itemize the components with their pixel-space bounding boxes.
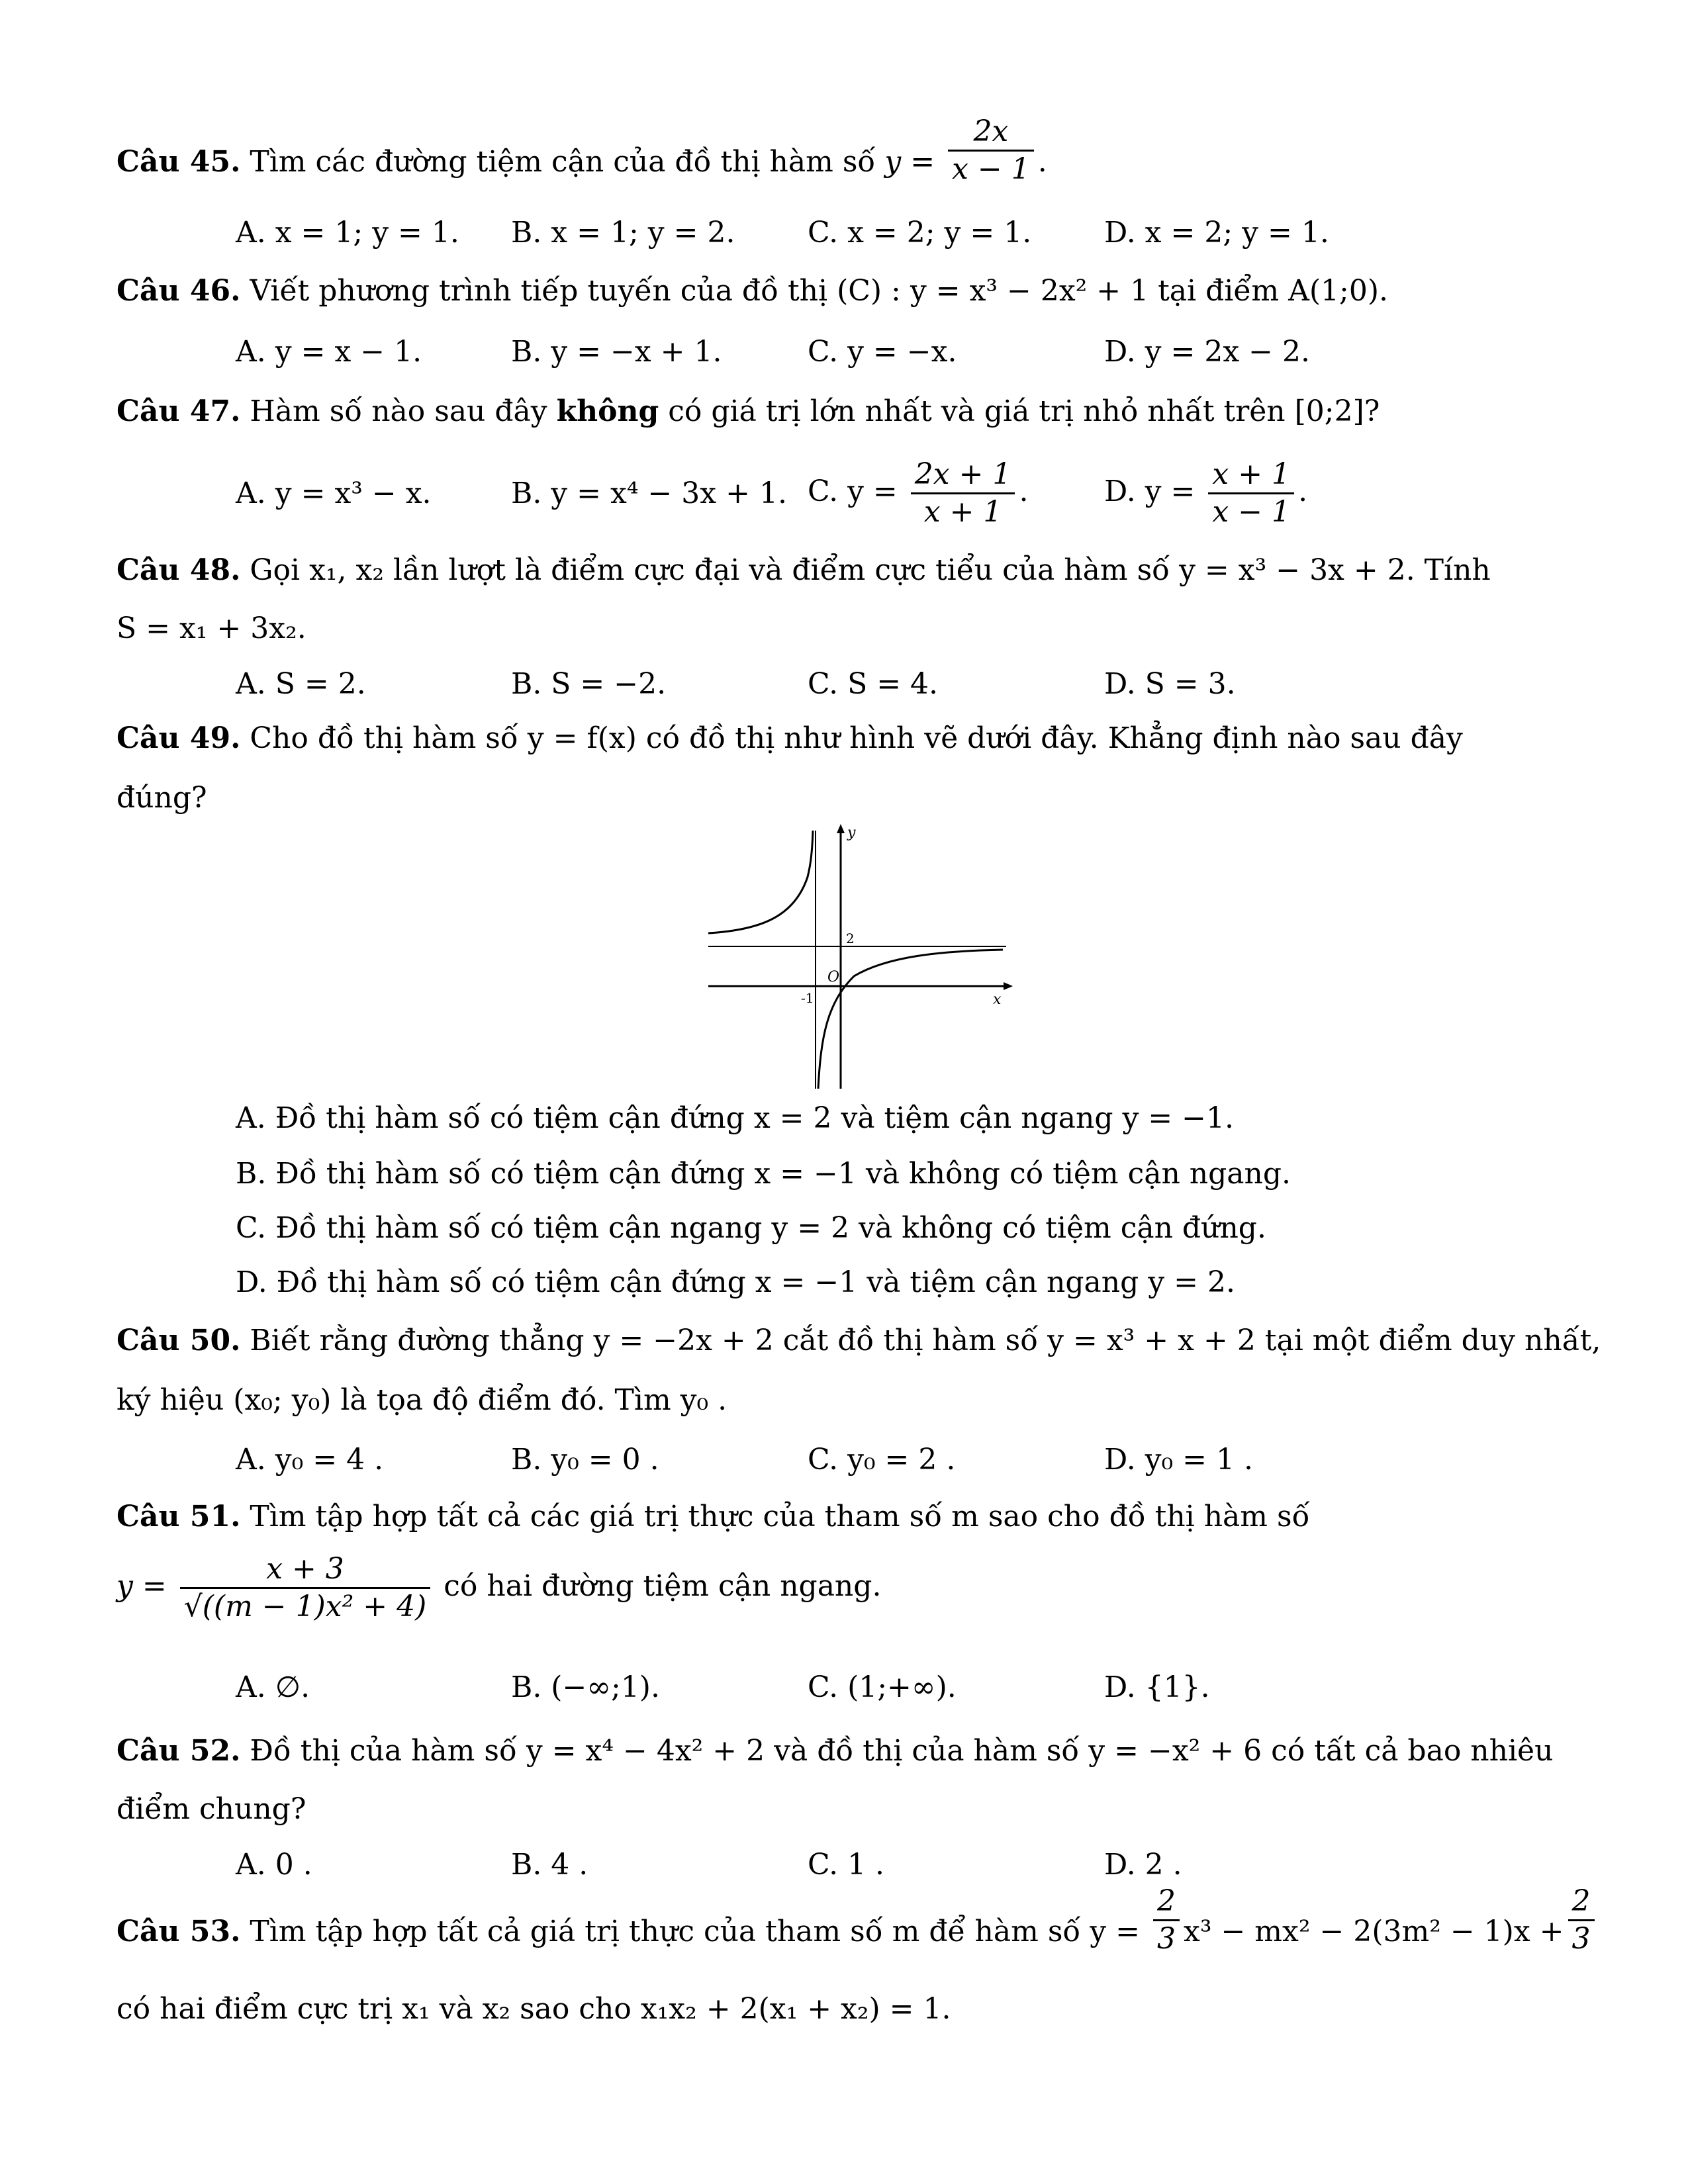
q51-den: √((m − 1)x² + 4) [183,1590,427,1623]
q52-option-b[interactable]: B. 4 . [511,1848,588,1882]
q50-label: Câu 50. [117,1324,241,1357]
q52-option-a[interactable]: A. 0 . [236,1848,312,1882]
q46-stem [117,271,1388,311]
q50-option-d[interactable]: D. y₀ = 1 . [1104,1443,1253,1477]
q45-stem [117,114,1047,187]
q53-label: Câu 53. [117,1915,241,1948]
q51-stem [117,1497,1310,1537]
q45-label: Câu 45. [117,145,241,179]
q47-post: có giá trị lớn nhất và giá trị nhỏ nhất trên [0;2]? [668,394,1380,428]
q53-f2-den: 3 [1571,1922,1591,1956]
q52-label: Câu 52. [117,1734,241,1768]
q47-option-c-lhs: C. y = [808,475,898,508]
q49-stem-2: đúng? [117,781,207,815]
q53-mid: x³ − mx² − 2(3m² − 1)x + [1184,1915,1564,1948]
q48-option-a[interactable]: A. S = 2. [236,667,366,701]
q47-option-d-den: x − 1 [1212,495,1291,529]
q52-text: Đồ thị của hàm số y = x⁴ − 4x² + 2 và đồ thị của hàm số y = −x² + 6 có tất cả bao nhiêu [250,1734,1554,1768]
q49-option-d[interactable]: D. Đồ thị hàm số có tiệm cận đứng x = −1 và tiệm cận ngang y = 2. [236,1265,1235,1299]
q50-option-b[interactable]: B. y₀ = 0 . [511,1443,659,1477]
q48-stem-2: S = x₁ + 3x₂. [117,612,306,645]
q45-end: . [1037,145,1047,179]
q51-text: Tìm tập hợp tất cả các giá trị thực của tham số m sao cho đồ thị hàm số [250,1500,1310,1533]
q48-text: Gọi x₁, x₂ lần lượt là điểm cực đại và điểm cực tiểu của hàm số y = x³ − 3x + 2. Tính [250,553,1491,587]
q47-option-c-num: 2x + 1 [911,457,1015,494]
q45-text: Tìm các đường tiệm cận của đồ thị hàm số [250,145,876,179]
q51-fraction [180,1551,431,1625]
q48-option-c[interactable]: C. S = 4. [808,667,939,701]
y-axis-arrow-icon [837,824,845,833]
origin-label: O [827,969,840,985]
q52-stem [117,1731,1553,1771]
tick-label-2: 2 [846,931,855,946]
q53-text: Tìm tập hợp tất cả giá trị thực của tham số m để hàm số y = [250,1915,1141,1948]
q46-option-d[interactable]: D. y = 2x − 2. [1104,335,1311,369]
q49-option-b[interactable]: B. Đồ thị hàm số có tiệm cận đứng x = −1 và không có tiệm cận ngang. [236,1157,1291,1191]
left-branch [708,831,813,933]
q50-option-a[interactable]: A. y₀ = 4 . [236,1443,384,1477]
q53-stem [117,1884,1599,1957]
x-axis-arrow-icon [1004,982,1013,990]
q52-option-d[interactable]: D. 2 . [1104,1848,1182,1882]
q47-option-c-fraction [911,457,1015,530]
q51-option-c[interactable]: C. (1;+∞). [808,1670,957,1704]
q47-option-c-dot: . [1019,475,1029,508]
q45-lhs: y = [884,145,935,179]
q53-f1-num: 2 [1153,1884,1180,1921]
y-axis-label: y [847,825,856,841]
q47-option-d[interactable] [1104,457,1307,530]
q51-num: x + 3 [180,1551,431,1589]
q49-graph [708,824,1013,1089]
q48-stem [117,551,1491,590]
q46-label: Câu 46. [117,274,241,308]
q51-option-a[interactable]: A. ∅. [236,1670,310,1704]
q50-stem-2: ký hiệu (x₀; y₀) là tọa độ điểm đó. Tìm y₀ . [117,1383,727,1417]
q48-option-b[interactable]: B. S = −2. [511,667,667,701]
q48-label: Câu 48. [117,553,241,587]
q47-option-d-dot: . [1298,475,1308,508]
q53-fraction-2 [1568,1884,1595,1957]
q50-option-c[interactable]: C. y₀ = 2 . [808,1443,956,1477]
q46-option-a[interactable]: A. y = x − 1. [236,335,422,369]
q50-text: Biết rằng đường thẳng y = −2x + 2 cắt đồ thị hàm số y = x³ + x + 2 tại một điểm duy nhất, [250,1324,1601,1357]
q47-pre: Hàm số nào sau đây [250,394,547,428]
q52-option-c[interactable]: C. 1 . [808,1848,885,1882]
q45-num: 2x [948,114,1034,152]
q47-stem [117,392,1380,432]
q52-stem-2: điểm chung? [117,1792,306,1826]
q51-lhs: y = [117,1569,167,1603]
q49-label: Câu 49. [117,721,241,755]
q49-option-a[interactable]: A. Đồ thị hàm số có tiệm cận đứng x = 2 và tiệm cận ngang y = −1. [236,1101,1235,1135]
q53-f1-den: 3 [1157,1922,1176,1956]
q49-option-c[interactable]: C. Đồ thị hàm số có tiệm cận ngang y = 2 và không có tiệm cận đứng. [236,1211,1266,1245]
q47-option-b[interactable]: B. y = x⁴ − 3x + 1. [511,477,787,510]
q47-option-d-fraction [1208,457,1294,530]
q47-option-a[interactable]: A. y = x³ − x. [236,477,432,510]
q45-den: x − 1 [952,152,1030,186]
q53-fraction-1 [1153,1884,1180,1957]
q47-label: Câu 47. [117,394,241,428]
q47-option-c[interactable] [808,457,1028,530]
q46-option-b[interactable]: B. y = −x + 1. [511,335,722,369]
q46-option-c[interactable]: C. y = −x. [808,335,957,369]
q47-option-d-lhs: D. y = [1104,475,1196,508]
q50-stem [117,1321,1601,1361]
q47-option-c-den: x + 1 [923,495,1002,529]
q47-option-d-num: x + 1 [1208,457,1294,494]
q45-option-d[interactable]: D. x = 2; y = 1. [1104,216,1329,250]
q45-fraction [948,114,1034,187]
q51-tail: có hai đường tiệm cận ngang. [444,1569,882,1603]
q49-stem [117,719,1463,758]
q48-option-d[interactable]: D. S = 3. [1104,667,1236,701]
right-branch [818,950,1003,1089]
q49-text: Cho đồ thị hàm số y = f(x) có đồ thị như hình vẽ dưới đây. Khẳng định nào sau đây [250,721,1463,755]
x-axis-label: x [993,991,1002,1008]
q51-label: Câu 51. [117,1500,241,1533]
q45-option-a[interactable]: A. x = 1; y = 1. [236,216,459,250]
q51-option-b[interactable]: B. (−∞;1). [511,1670,660,1704]
q53-stem-2: có hai điểm cực trị x₁ và x₂ sao cho x₁x₂ + 2(x₁ + x₂) = 1. [117,1992,951,2026]
q51-option-d[interactable]: D. {1}. [1104,1670,1210,1704]
q45-option-b[interactable]: B. x = 1; y = 2. [511,216,735,250]
q53-f2-num: 2 [1568,1884,1595,1921]
q46-text: Viết phương trình tiếp tuyến của đồ thị (C) : y = x³ − 2x² + 1 tại điểm A(1;0). [250,274,1389,308]
q45-option-c[interactable]: C. x = 2; y = 1. [808,216,1032,250]
tick-label-neg1: -1 [801,990,814,1006]
q47-bold: không [556,394,659,428]
q51-formula [117,1551,881,1625]
